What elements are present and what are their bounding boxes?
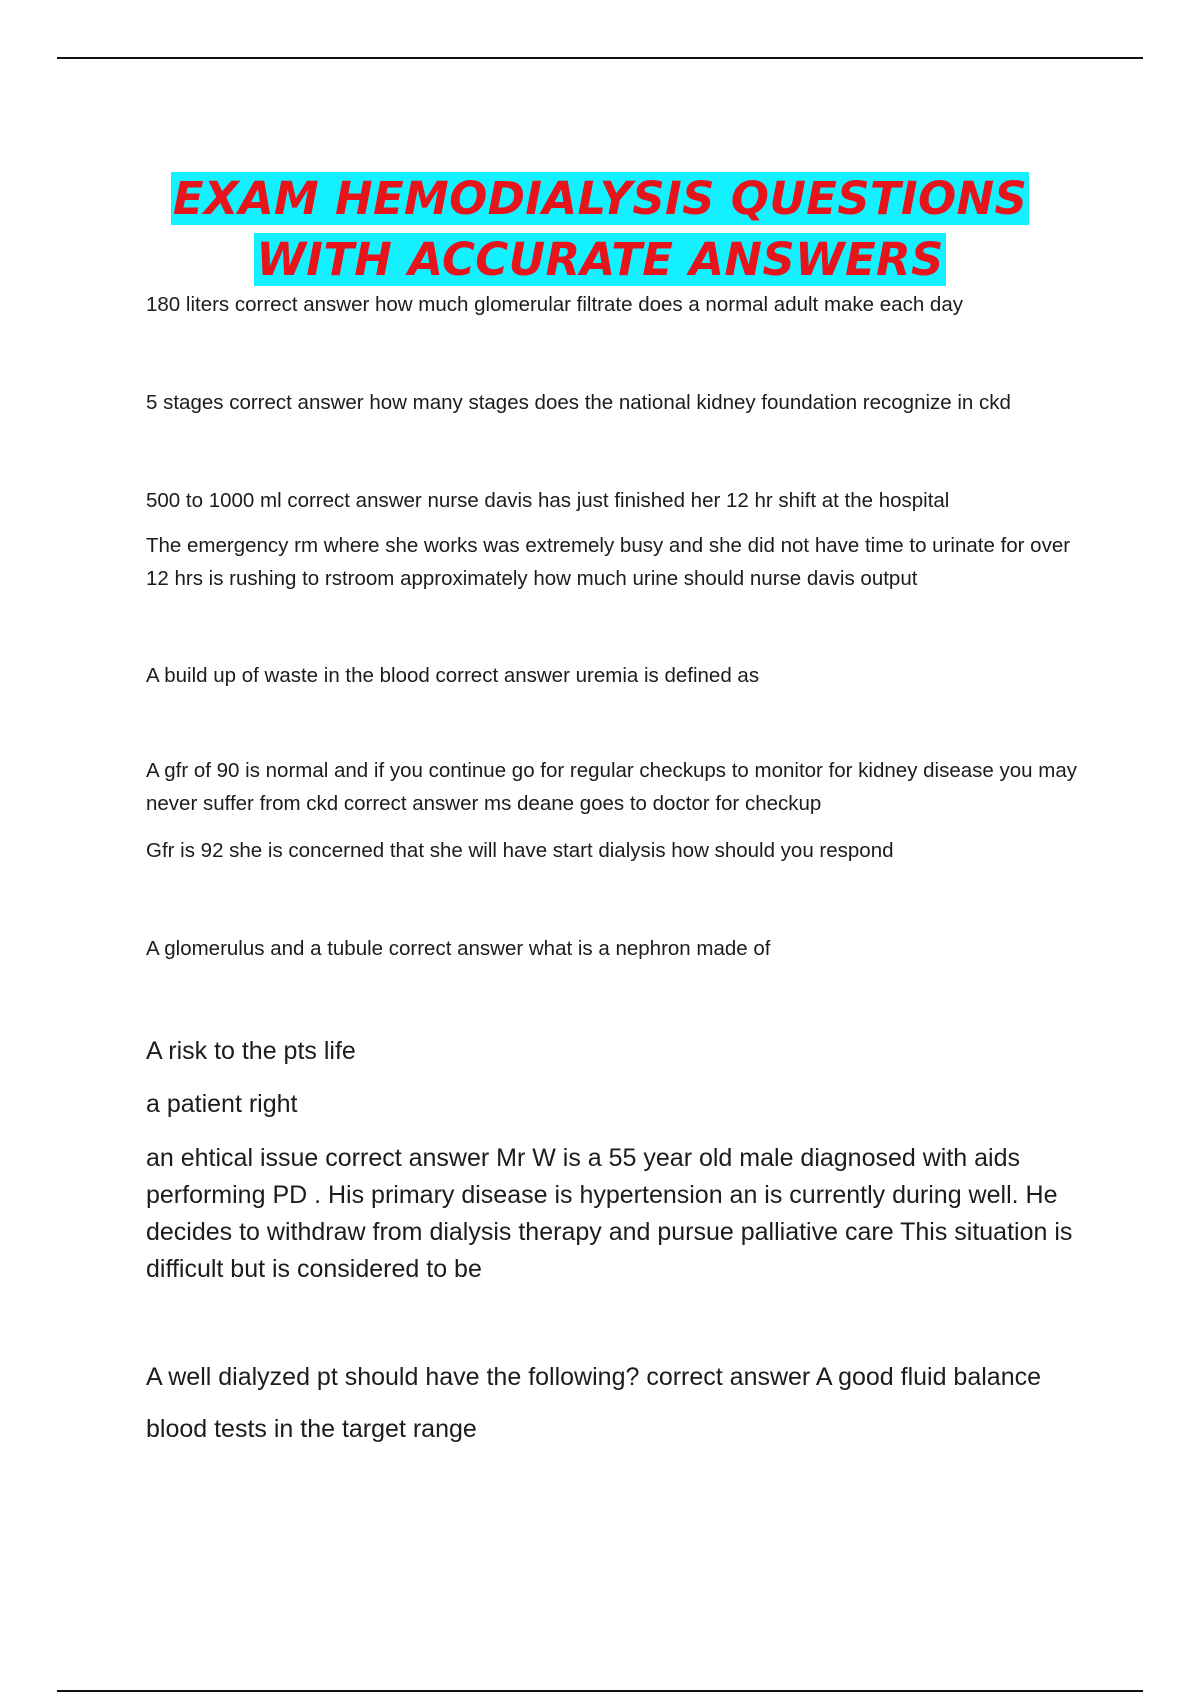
qa-paragraph-1: 180 liters correct answer how much glomerular filtrate does a normal adult make each day xyxy=(146,293,963,316)
qa-paragraph-6: A gfr of 90 is normal and if you continue go for regular checkups to monitor for kidney disease you may never suffer from ckd correct answer ms deane goes to doctor for checkup xyxy=(146,759,1077,815)
header-rule xyxy=(57,57,1143,59)
qa-paragraph-11: an ehtical issue correct answer Mr W is a 55 year old male diagnosed with aids performing PD . His primary disease is hypertension an is currently during well. He decides to withdraw from dialysis therapy and pursue palliative care This situation is difficult but is considered to be xyxy=(146,1144,1073,1283)
document-title xyxy=(0,168,1200,290)
qa-paragraph-7: Gfr is 92 she is concerned that she will have start dialysis how should you respond xyxy=(146,839,894,862)
qa-paragraph-9: A risk to the pts life xyxy=(146,1037,356,1065)
qa-paragraph-2: 5 stages correct answer how many stages does the national kidney foundation recognize in ckd xyxy=(146,391,1011,414)
qa-paragraph-10: a patient right xyxy=(146,1090,298,1118)
qa-paragraph-12: A well dialyzed pt should have the following? correct answer A good fluid balance xyxy=(146,1363,1042,1391)
qa-paragraph-13: blood tests in the target range xyxy=(146,1415,477,1443)
qa-paragraph-4: The emergency rm where she works was extremely busy and she did not have time to urinate for over 12 hrs is rushing to rstroom approximately how much urine should nurse davis output xyxy=(146,534,1071,590)
qa-paragraph-8: A glomerulus and a tubule correct answer what is a nephron made of xyxy=(146,937,771,960)
footer-rule xyxy=(57,1690,1143,1692)
title-line-2: WITH ACCURATE ANSWERS xyxy=(256,233,944,286)
qa-paragraph-3: 500 to 1000 ml correct answer nurse davis has just finished her 12 hr shift at the hospital xyxy=(146,489,950,512)
title-line-1: EXAM HEMODIALYSIS QUESTIONS xyxy=(172,172,1028,225)
qa-paragraph-5: A build up of waste in the blood correct answer uremia is defined as xyxy=(146,664,760,687)
